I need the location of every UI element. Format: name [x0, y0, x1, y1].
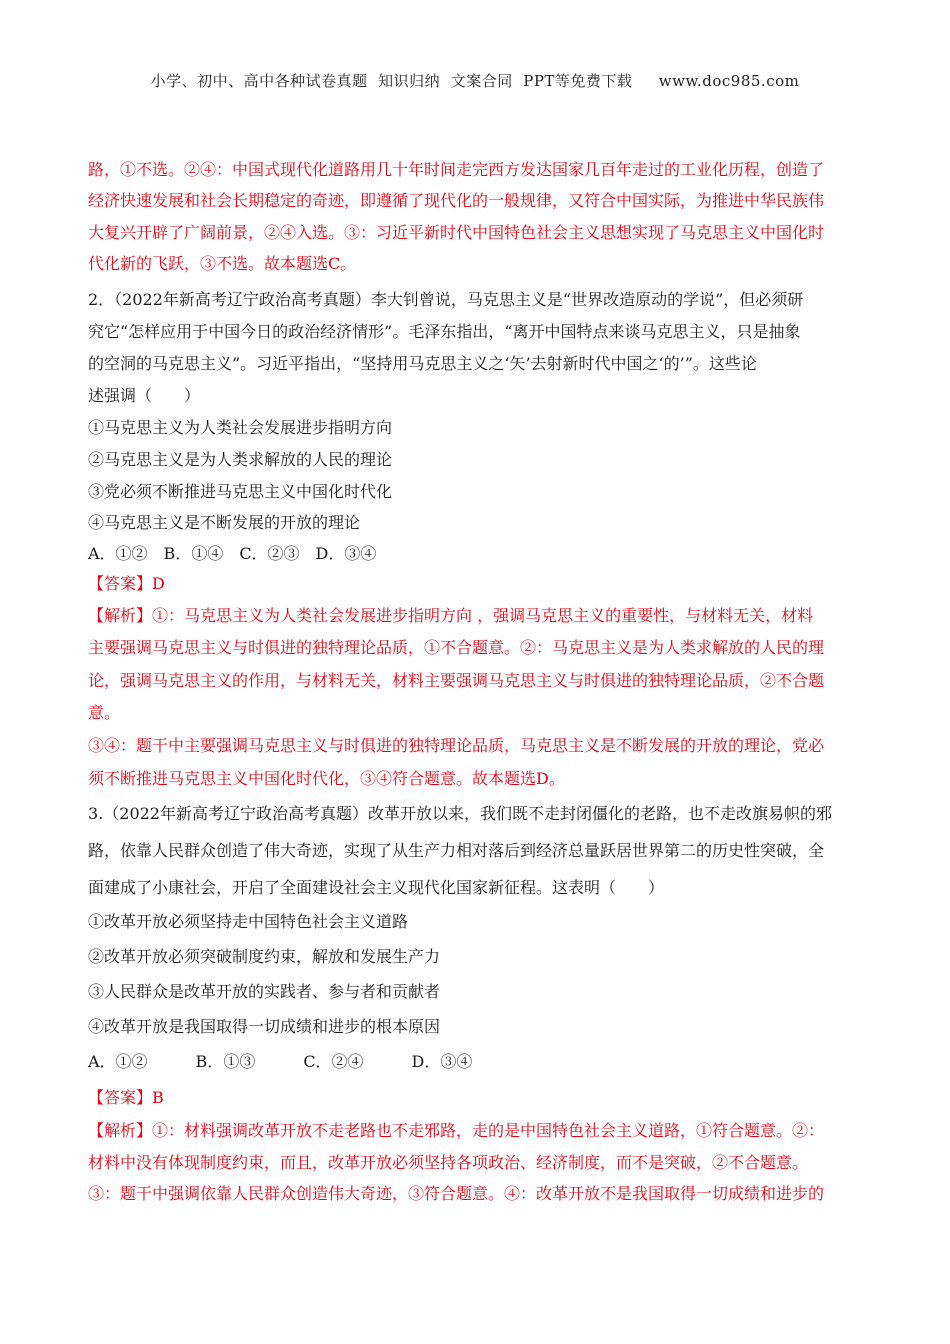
- question-3-stem: 面建成了小康社会，开启了全面建设社会主义现代化国家新征程。这表明（ ）: [88, 878, 665, 897]
- question-2-analysis: 须不断推进马克思主义中国化时代化，③④符合题意。故本题选D。: [88, 769, 565, 788]
- question-2-analysis: 意。: [88, 703, 121, 722]
- question-3-analysis: 材料中没有体现制度约束，而且，改革开放必须坚持各项政治、经济制度，而不是突破，②不合题意。: [88, 1153, 809, 1172]
- question-3-answer: 【答案】B: [88, 1088, 164, 1107]
- question-2-analysis: 论，强调马克思主义的作用，与材料无关，材料主要强调马克思主义与时俱进的独特理论品质，②不合题: [88, 671, 825, 690]
- question-2-stem: 2．（2022年新高考辽宁政治高考真题）李大钊曾说，马克思主义是“世界改造原动的学说”，但必须研: [88, 290, 804, 309]
- question-3-stem: 3.（2022年新高考辽宁政治高考真题）改革开放以来，我们既不走封闭僵化的老路，也不走改旗易帜的邪: [88, 804, 832, 823]
- question-2-stem: 述强调（ ）: [88, 386, 201, 405]
- question-3-analysis: ③：题干中强调依靠人民群众创造伟大奇迹，③符合题意。④：改革开放不是我国取得一切成绩和进步的: [88, 1184, 825, 1203]
- question-3-options: A．①② B．①③ C．②④ D．③④: [88, 1052, 473, 1071]
- text-line: 大复兴开辟了广阔前景，②④入选。③：习近平新时代中国特色社会主义思想实现了马克思主义中国化时: [88, 223, 825, 242]
- question-2-statement: ①马克思主义为人类社会发展进步指明方向: [88, 418, 393, 437]
- question-2-stem: 的空洞的马克思主义”。习近平指出，“坚持用马克思主义之‘矢’去射新时代中国之‘的’”。这些论: [88, 354, 757, 373]
- text-line: 路，①不选。②④：中国式现代化道路用几十年时间走完西方发达国家几百年走过的工业化历程，创造了: [88, 160, 825, 179]
- question-3-stem: 路，依靠人民群众创造了伟大奇迹，实现了从生产力相对落后到经济总量跃居世界第二的历史性突破，全: [88, 841, 825, 860]
- question-3-statement: ④改革开放是我国取得一切成绩和进步的根本原因: [88, 1017, 441, 1036]
- text-line: 经济快速发展和社会长期稳定的奇迹，即遵循了现代化的一般规律，又符合中国实际，为推进中华民族伟: [88, 191, 825, 210]
- text-line: 代化新的飞跃，③不选。故本题选C。: [88, 254, 357, 273]
- question-3-statement: ②改革开放必须突破制度约束，解放和发展生产力: [88, 947, 441, 966]
- page-header: 小学、初中、高中各种试卷真题 知识归纳 文案合同 PPT等免费下载 www.doc985.com: [150, 72, 800, 90]
- question-3-statement: ③人民群众是改革开放的实践者、参与者和贡献者: [88, 982, 441, 1001]
- question-2-analysis: 主要强调马克思主义与时俱进的独特理论品质，①不合题意。②：马克思主义是为人类求解放的人民的理: [88, 638, 825, 657]
- question-2-statement: ②马克思主义是为人类求解放的人民的理论: [88, 450, 393, 469]
- question-3-statement: ①改革开放必须坚持走中国特色社会主义道路: [88, 912, 409, 931]
- question-2-statement: ④马克思主义是不断发展的开放的理论: [88, 513, 361, 532]
- question-2-statement: ③党必须不断推进马克思主义中国化时代化: [88, 482, 393, 501]
- question-2-analysis: 【解析】①：马克思主义为人类社会发展进步指明方向 ，强调马克思主义的重要性，与材料无关，材料: [88, 606, 814, 625]
- question-2-options: A．①② B．①④ C．②③ D．③④: [88, 544, 377, 563]
- question-2-stem: 究它“怎样应用于中国今日的政治经济情形”。毛泽东指出，“离开中国特点来谈马克思主义，只是抽象: [88, 322, 801, 341]
- question-2-answer: 【答案】D: [88, 574, 165, 593]
- question-3-analysis: 【解析】①：材料强调改革开放不走老路也不走邪路，走的是中国特色社会主义道路，①符合题意。②：: [88, 1121, 825, 1140]
- question-2-analysis: ③④：题干中主要强调马克思主义与时俱进的独特理论品质，马克思主义是不断发展的开放的理论，党必: [88, 736, 825, 755]
